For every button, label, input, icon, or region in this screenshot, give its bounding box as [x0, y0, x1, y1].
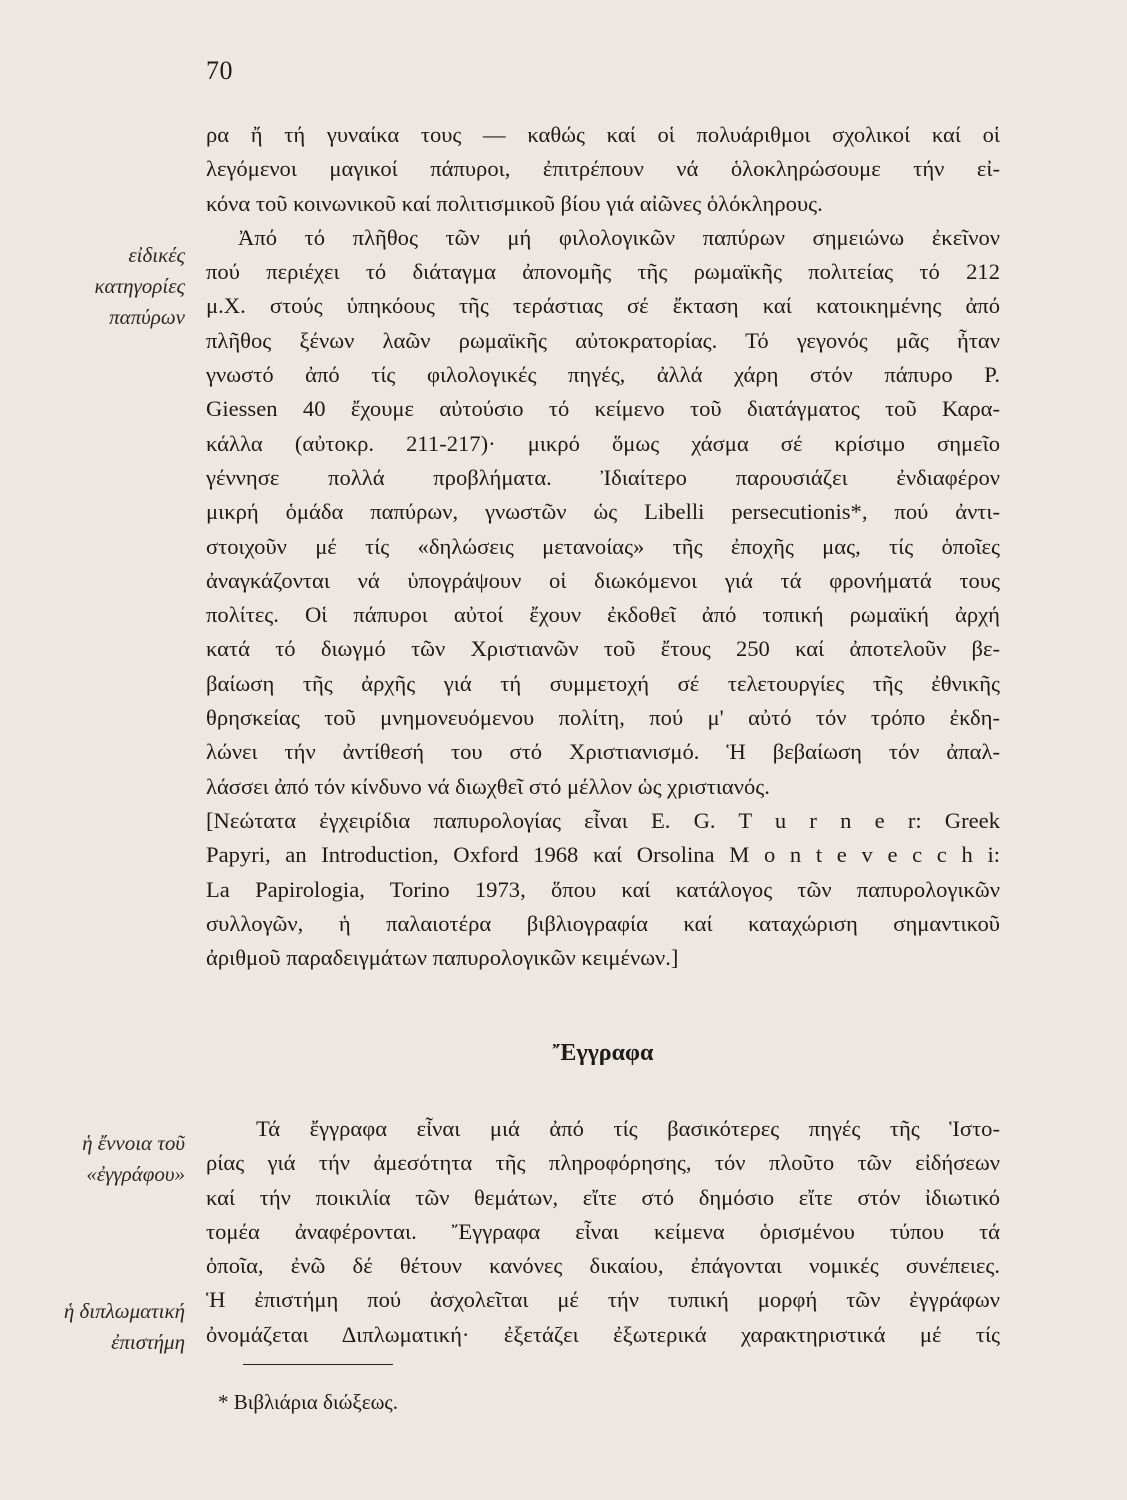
margin-note-line: εἰδικές — [128, 243, 185, 267]
section1-text — [206, 118, 1000, 975]
text-line: ὁποῖα, ἐνῶ δέ θέτουν κανόνες δικαίου, ἐπάγονται νομικές συνέπειες. — [206, 1253, 1000, 1279]
text-line: [Νεώτατα ἐγχειρίδια παπυρολογίας εἶναι E. G. T u r n e r: Greek — [206, 807, 1000, 833]
text-line: πολίτες. Οἱ πάπυροι αὐτοί ἔχουν ἐκδοθεῖ ἀπό τοπική ρωμαϊκή ἀρχή — [206, 602, 1000, 628]
text-line: ἀριθμοῦ παραδειγμάτων παπυρολογικῶν κειμένων.] — [206, 945, 679, 971]
text-line: κόνα τοῦ κοινωνικοῦ καί πολιτισμικοῦ βίου γιά αἰῶνες ὁλόκληρους. — [206, 190, 823, 216]
text-line: κάλλα (αὐτοκρ. 211-217)· μικρό ὅμως χάσμα σέ κρίσιμο σημεῖο — [206, 430, 1000, 456]
text-line: Giessen 40 ἔχουμε αὐτούσιο τό κείμενο τοῦ διατάγματος τοῦ Καρα- — [206, 396, 1000, 422]
text-line: πού περιέχει τό διάταγμα ἀπονομῆς τῆς ρωμαϊκῆς πολιτείας τό 212 — [206, 259, 1000, 285]
text-line: πλῆθος ξένων λαῶν ρωμαϊκῆς αὐτοκρατορίας. Τό γεγονός μᾶς ἦταν — [206, 327, 1000, 353]
text-line: συλλογῶν, ἡ παλαιοτέρα βιβλιογραφία καί καταχώριση σημαντικοῦ — [206, 910, 1000, 936]
text-line: ἀναγκάζονται νά ὑπογράψουν οἱ διωκόμενοι γιά τά φρονήματά τους — [206, 567, 1000, 593]
text-line: Ἡ ἐπιστήμη πού ἀσχολεῖται μέ τήν τυπική μορφή τῶν ἐγγράφων — [206, 1287, 1000, 1313]
text-line: γέννησε πολλά προβλήματα. Ἰδιαίτερο παρουσιάζει ἐνδιαφέρον — [206, 464, 1000, 490]
text-line: γνωστό ἀπό τίς φιλολογικές πηγές, ἀλλά χάρη στόν πάπυρο P. — [206, 362, 1000, 388]
page-number: 70 — [206, 56, 233, 85]
footnote-rule — [243, 1364, 393, 1365]
margin-note-concept-of-document — [40, 1128, 185, 1190]
text-line: ρίας γιά τήν ἀμεσότητα τῆς πληροφόρησης, τόν πλοῦτο τῶν εἰδήσεων — [206, 1150, 1000, 1176]
text-line: θρησκείας τοῦ μνημονευόμενου πολίτη, πού μ' αὐτό τόν τρόπο ἐκδη- — [206, 705, 1000, 731]
text-line: Papyri, an Introduction, Oxford 1968 καί Orsolina M o n t e v e c c h i: — [206, 842, 1000, 868]
margin-note-line: «ἐγγράφου» — [86, 1162, 185, 1186]
text-line: ρα ἤ τή γυναίκα τους — καθώς καί οἱ πολυάριθμοι σχολικοί καί οἱ — [206, 122, 1000, 147]
text-line: μικρή ὁμάδα παπύρων, γνωστῶν ὡς Libelli persecutionis*, πού ἀντι- — [206, 499, 1000, 525]
text-line: Τά ἔγγραφα εἶναι μιά ἀπό τίς βασικότερες πηγές τῆς Ἱστο- — [256, 1116, 1000, 1141]
text-line: La Papirologia, Torino 1973, ὅπου καί κατάλογος τῶν παπυρολογικῶν — [206, 876, 1000, 902]
text-line: ὀνομάζεται Διπλωματική· ἐξετάζει ἐξωτερικά χαρακτηριστικά μέ τίς — [206, 1321, 1000, 1347]
text-line: κατά τό διωγμό τῶν Χριστιανῶν τοῦ ἔτους 250 καί ἀποτελοῦν βε- — [206, 636, 1000, 662]
margin-note-line: παπύρων — [109, 305, 185, 329]
margin-note-special-categories — [40, 240, 185, 333]
text-line: Ἀπό τό πλῆθος τῶν μή φιλολογικῶν παπύρων σημειώνω ἐκεῖνον — [238, 224, 1000, 250]
text-line: μ.Χ. στούς ὑπηκόους τῆς τεράστιας σέ ἔκταση καί κατοικημένης ἀπό — [206, 293, 1000, 319]
margin-note-line: ἡ ἔννοια τοῦ — [82, 1131, 185, 1155]
text-line: τομέα ἀναφέρονται. Ἔγγραφα εἶναι κείμενα ὁρισμένου τύπου τά — [206, 1218, 1000, 1244]
margin-note-line: ἐπιστήμη — [111, 1330, 185, 1354]
margin-note-diplomatics — [40, 1296, 185, 1358]
text-line: καί τήν ποικιλία τῶν θεμάτων, εἴτε στό δημόσιο εἴτε στόν ἰδιωτικό — [206, 1184, 1000, 1210]
text-line: στοιχοῦν μέ τίς «δηλώσεις μετανοίας» τῆς ἐποχῆς μας, τίς ὁποῖες — [206, 533, 1000, 559]
section2-text — [206, 1112, 1000, 1352]
text-line: βαίωση τῆς ἀρχῆς γιά τή συμμετοχή σέ τελετουργίες τῆς ἐθνικῆς — [206, 670, 1000, 696]
text-line: λεγόμενοι μαγικοί πάπυροι, ἐπιτρέπουν νά ὁλοκληρώσουμε τήν εἰ- — [206, 156, 1000, 182]
footnote: * Βιβλιάρια διώξεως. — [218, 1390, 398, 1414]
section-title: Ἔγγραφα — [552, 1040, 654, 1066]
margin-note-line: κατηγορίες — [94, 274, 185, 298]
text-line: λώνει τήν ἀντίθεσή του στό Χριστιανισμό. Ἡ βεβαίωση τόν ἀπαλ- — [206, 739, 1000, 765]
margin-note-line: ἡ διπλωματική — [63, 1299, 185, 1323]
text-line: λάσσει ἀπό τόν κίνδυνο νά διωχθεῖ στό μέλλον ὡς χριστιανός. — [206, 773, 770, 799]
